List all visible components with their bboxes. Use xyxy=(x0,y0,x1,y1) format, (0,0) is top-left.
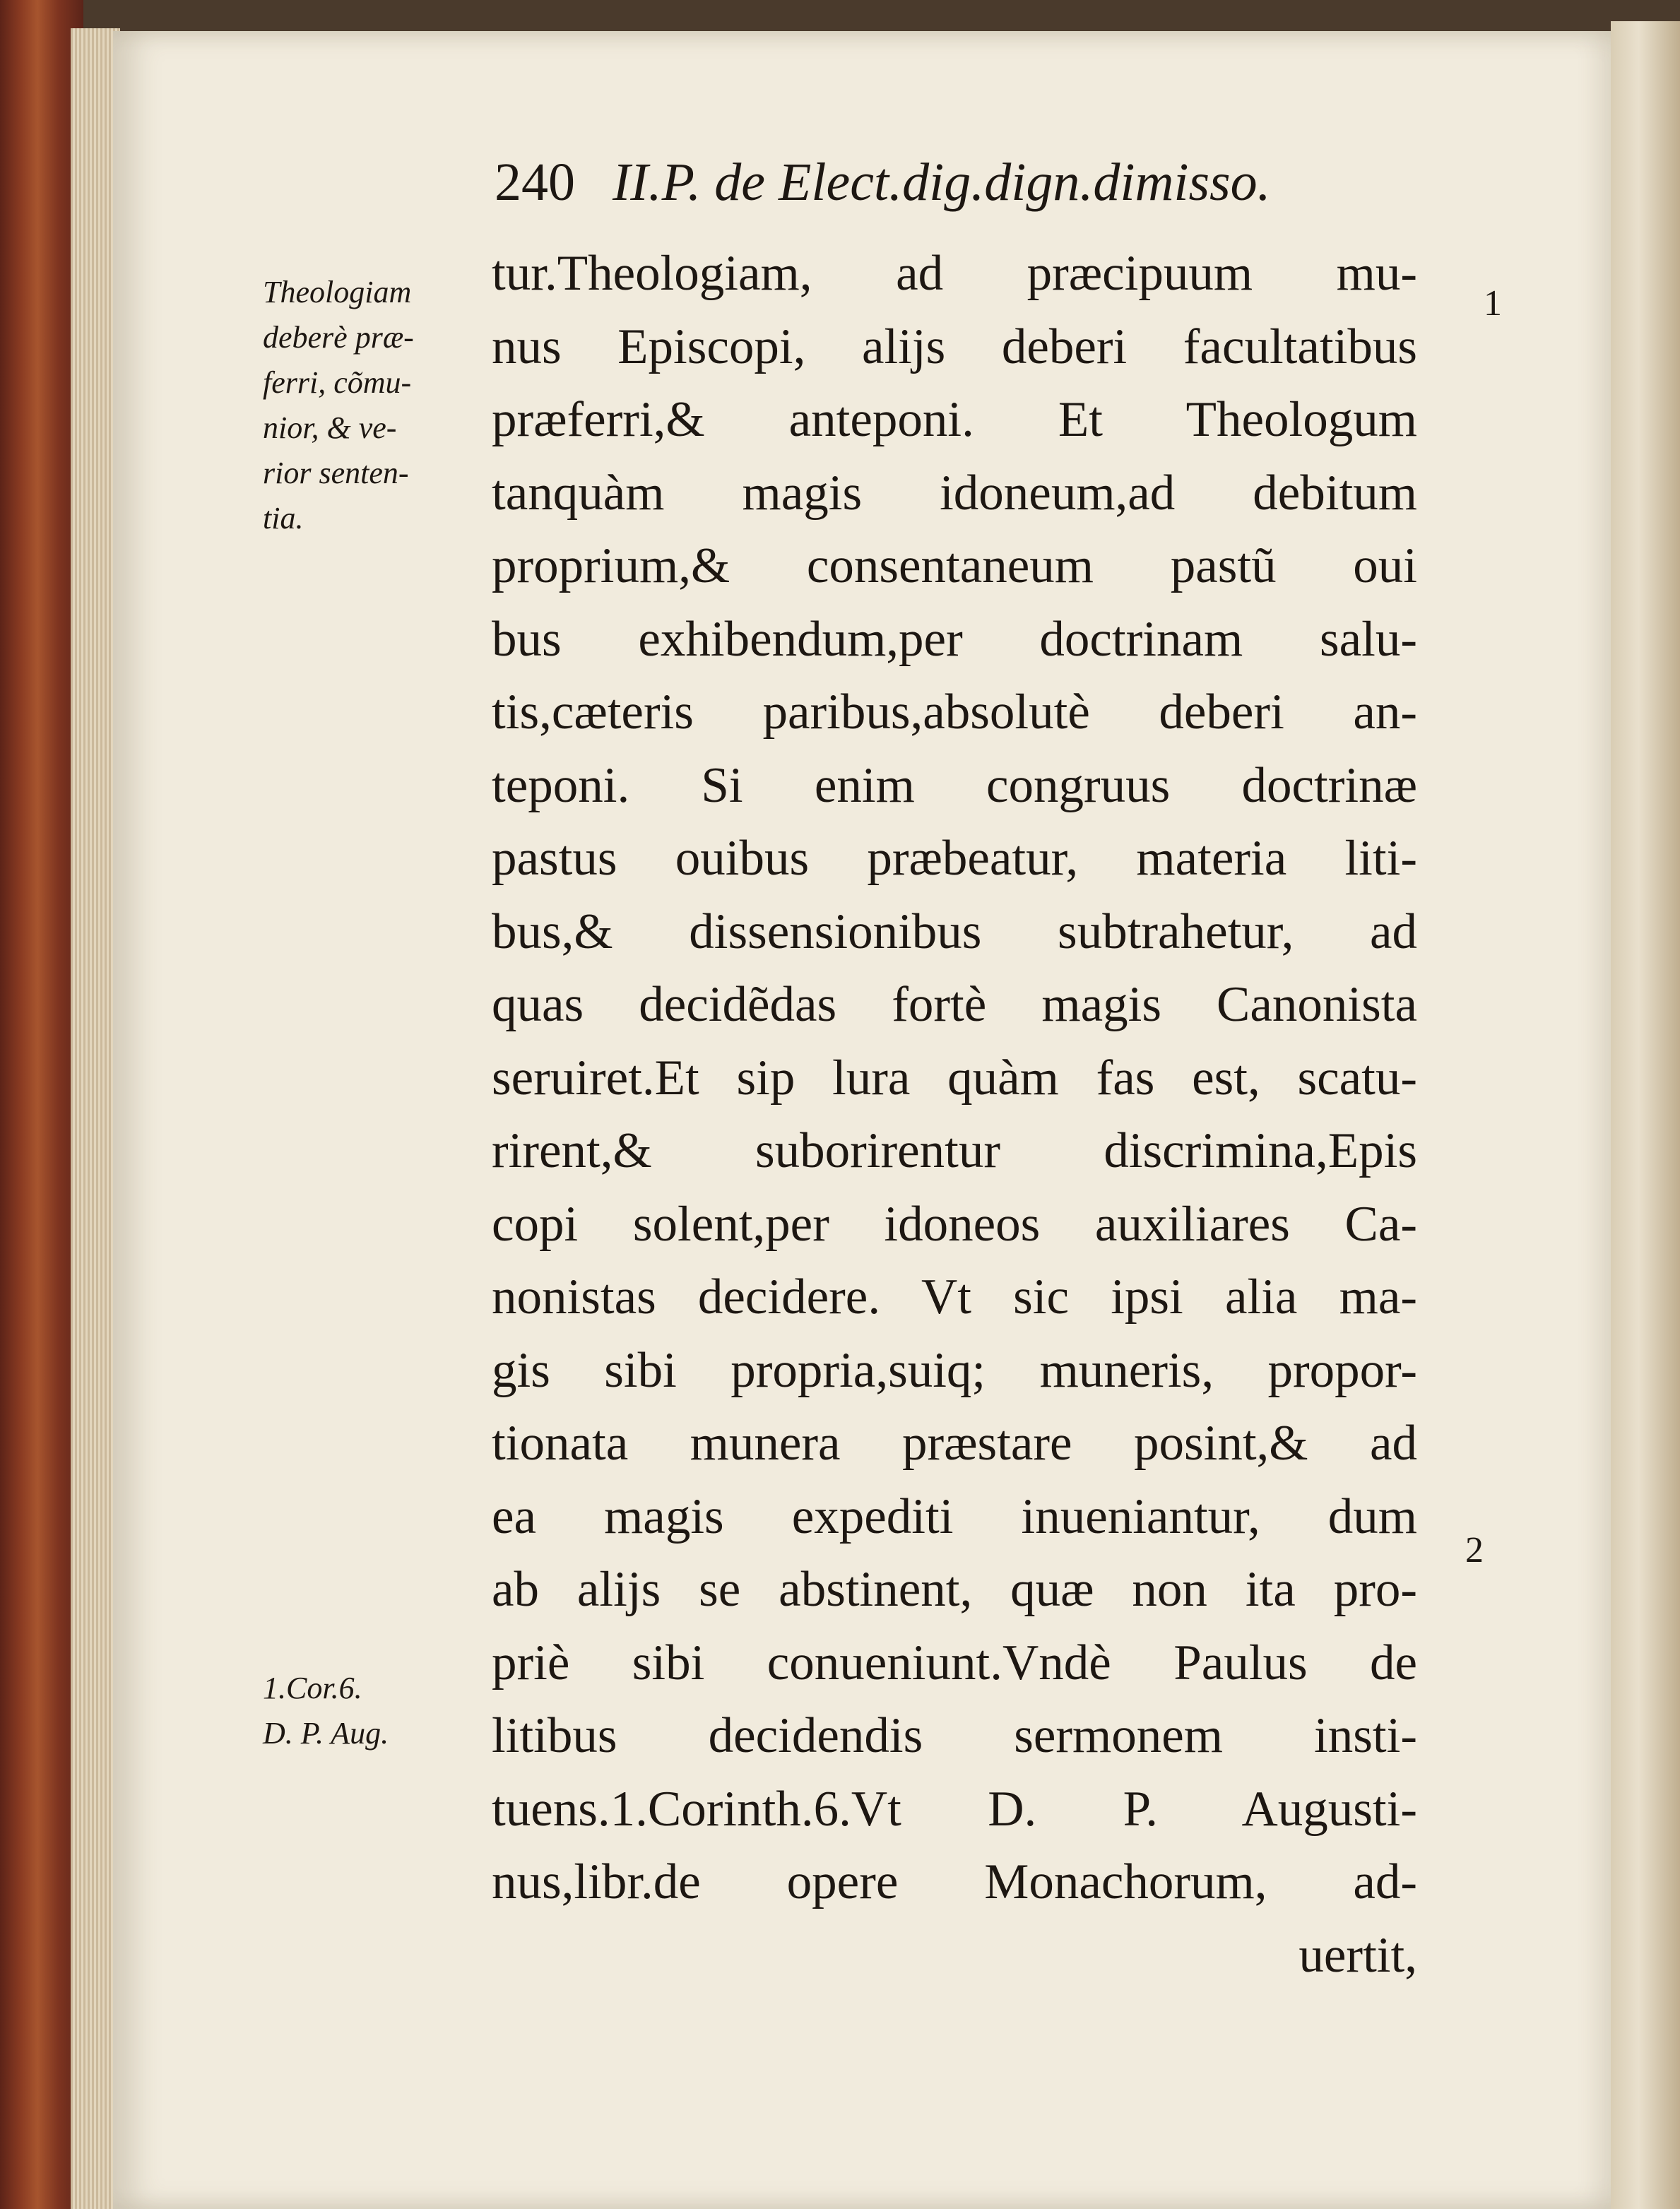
body-text xyxy=(492,237,1417,1992)
text-line: ab alijs se abstinent, quæ non ita pro- xyxy=(492,1562,1417,1617)
margin-note-line: ferri, cõmu- xyxy=(263,365,412,400)
margin-note-line: Theologiam xyxy=(263,275,412,309)
text-line: nus Episcopi, alijs deberi facultatibus xyxy=(492,319,1417,374)
margin-note-line: tia. xyxy=(263,501,304,535)
text-line: ea magis expediti inueniantur, dum xyxy=(492,1488,1417,1544)
text-line: tuens.1.Corinth.6.Vt D. P. Augusti- xyxy=(492,1781,1417,1837)
margin-note-line: nior, & ve- xyxy=(263,410,397,445)
margin-note-theologiam xyxy=(263,270,489,541)
text-line: litibus decidendis sermonem insti- xyxy=(492,1708,1417,1763)
margin-note-line: deberè præ- xyxy=(263,320,414,355)
text-line: tionata munera præstare posint,& ad xyxy=(492,1416,1417,1471)
margin-number-2: 2 xyxy=(1465,1530,1484,1570)
text-line: rirent,& suborirentur discrimina,Epis xyxy=(492,1123,1417,1178)
text-line: nus,libr.de opere Monachorum, ad- xyxy=(492,1854,1417,1909)
facing-page-edge xyxy=(1611,21,1680,2209)
text-line: tanquàm magis idoneum,ad debitum xyxy=(492,465,1417,521)
text-line: quas decidẽdas fortè magis Canonista xyxy=(492,977,1417,1032)
text-line: præferri,& anteponi. Et Theologum xyxy=(492,392,1417,447)
margin-note-line: 1.Cor.6. xyxy=(263,1671,362,1705)
margin-number-1: 1 xyxy=(1484,283,1502,324)
running-title: II.P. de Elect.dig.dign.dimisso. xyxy=(613,153,1271,212)
text-line: pastus ouibus præbeatur, materia liti- xyxy=(492,831,1417,886)
text-line: tis,cæteris paribus,absolutè deberi an- xyxy=(492,685,1417,740)
text-line: seruiret.Et sip lura quàm fas est, scatu- xyxy=(492,1050,1417,1106)
text-line: bus,& dissensionibus subtrahetur, ad xyxy=(492,904,1417,959)
margin-note-line: rior senten- xyxy=(263,456,409,490)
text-line: bus exhibendum,per doctrinam salu- xyxy=(492,611,1417,667)
text-line: teponi. Si enim congruus doctrinæ xyxy=(492,757,1417,813)
text-line: tur.Theologiam, ad præcipuum mu- xyxy=(492,246,1417,301)
text-line: copi solent,per idoneos auxiliares Ca- xyxy=(492,1196,1417,1252)
running-head xyxy=(495,147,1399,218)
page-number: 240 xyxy=(495,153,575,212)
margin-note-citation xyxy=(263,1666,489,1756)
text-line: nonistas decidere. Vt sic ipsi alia ma- xyxy=(492,1269,1417,1325)
text-line: uertit, xyxy=(1299,1927,1417,1983)
text-line: gis sibi propria,suiq; muneris, propor- xyxy=(492,1342,1417,1398)
text-line: priè sibi conueniunt.Vndè Paulus de xyxy=(492,1635,1417,1690)
margin-note-line: D. P. Aug. xyxy=(263,1716,389,1751)
text-line: proprium,& consentaneum pastũ oui xyxy=(492,538,1417,593)
